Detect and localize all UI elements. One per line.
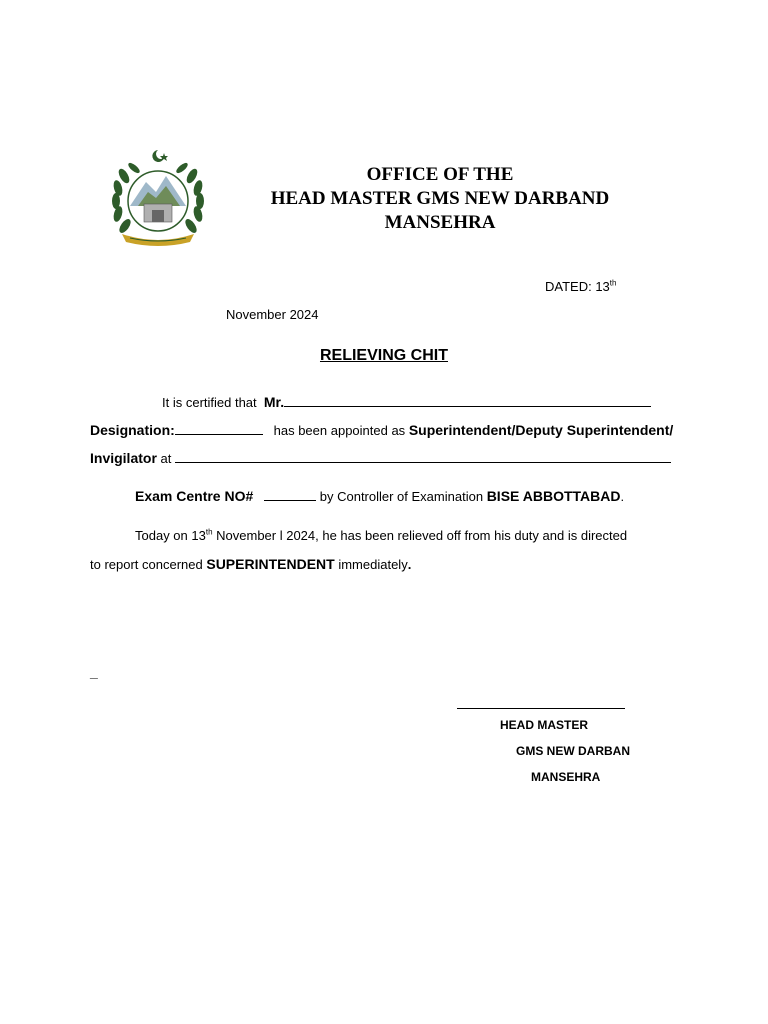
today-text: Today on 13 <box>135 528 206 543</box>
signature-city: MANSEHRA <box>531 770 601 784</box>
dated-label <box>545 279 616 294</box>
header-office-line: OFFICE OF THE <box>366 164 514 185</box>
signature-line <box>457 708 625 709</box>
report-text: to report concerned <box>90 557 203 572</box>
certified-text: It is certified that <box>162 395 257 410</box>
relieved-line-1 <box>135 528 627 543</box>
dated-month-year: November 2024 <box>226 307 319 322</box>
relieved-line-2 <box>90 556 411 572</box>
exam-centre-line <box>135 488 624 504</box>
mr-label: Mr. <box>263 394 285 410</box>
designation-line <box>90 422 673 438</box>
signature-school: GMS NEW DARBAN <box>516 744 630 758</box>
relieved-text: November l 2024, he has been relieved off from his duty and is directed <box>216 528 628 543</box>
dated-sup: th <box>609 278 617 288</box>
header-school-line: HEAD MASTER GMS NEW DARBAND <box>270 188 610 209</box>
invigilator-line <box>90 450 671 466</box>
exam-centre-blank <box>264 500 316 501</box>
board-name: BISE ABBOTTABAD <box>486 488 621 504</box>
roles-text: Superintendent/Deputy Superintendent/ <box>408 422 674 438</box>
designation-label: Designation: <box>90 422 175 438</box>
invigilator-label: Invigilator <box>90 450 157 466</box>
controller-text: by Controller of Examination <box>319 489 484 504</box>
signature-title: HEAD MASTER <box>500 718 589 732</box>
kpk-government-seal <box>108 146 208 250</box>
header-city-line: MANSEHRA <box>384 212 496 233</box>
exam-centre-label: Exam Centre NO# <box>135 488 254 504</box>
appointed-text: has been appointed as <box>273 423 406 438</box>
name-blank <box>284 406 651 407</box>
at-text: at <box>160 451 172 466</box>
document-title: RELIEVING CHIT <box>319 347 448 364</box>
venue-blank <box>175 462 671 463</box>
exam-period: . <box>620 489 625 504</box>
certified-line <box>162 394 651 410</box>
dated-text: DATED: 13 <box>545 279 610 294</box>
superintendent-label: SUPERINTENDENT <box>206 556 335 572</box>
stray-underscore: _ <box>90 664 98 680</box>
immediately-text: immediately <box>338 557 408 572</box>
today-sup: th <box>205 527 213 537</box>
designation-blank <box>175 434 263 435</box>
relieved-period: . <box>407 557 412 572</box>
